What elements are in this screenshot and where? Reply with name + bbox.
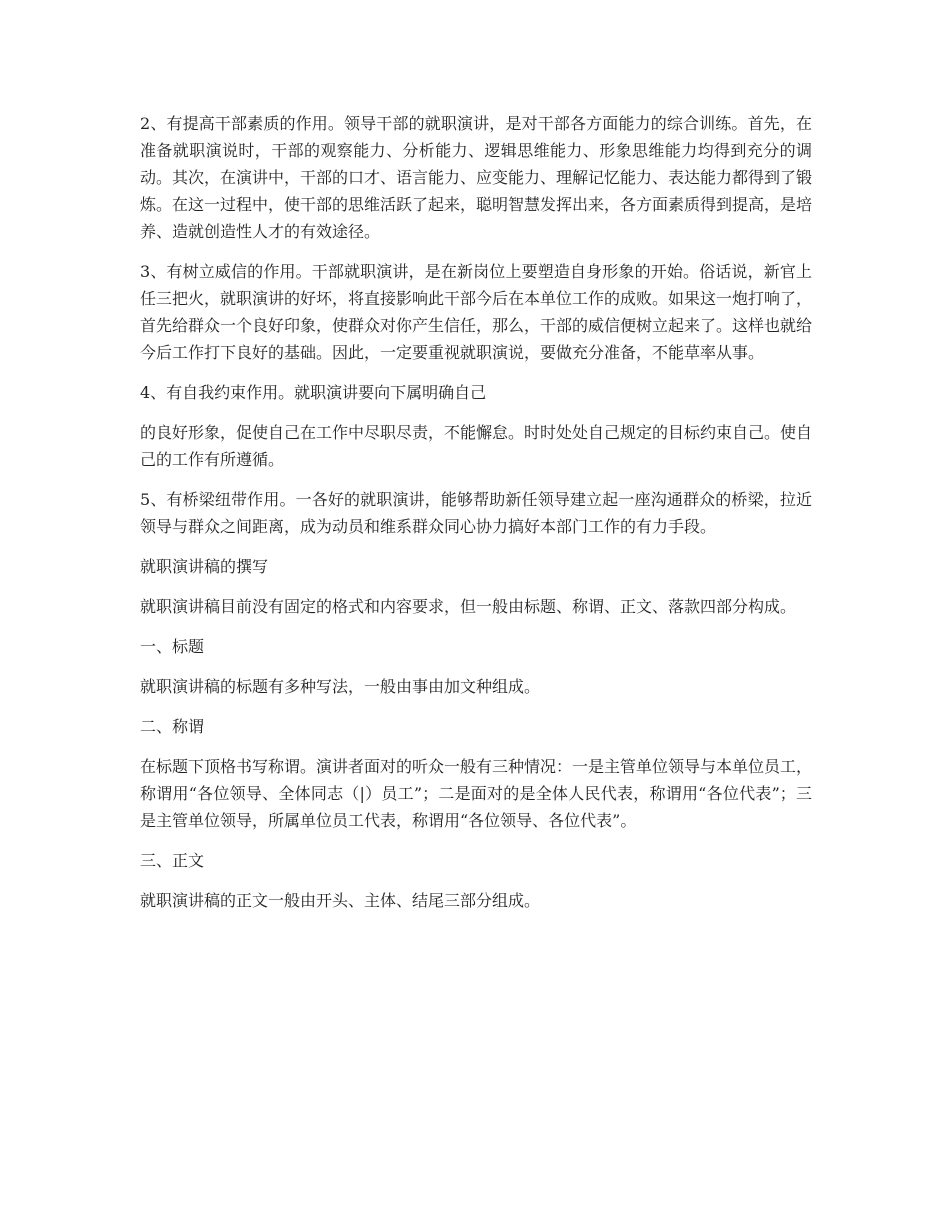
paragraph-role-build-prestige: 3、有树立威信的作用。干部就职演讲，是在新岗位上要塑造自身形象的开始。俗话说，新官上任三把火，就职演讲的好坏，将直接影响此干部今后在本单位工作的成败。如果这一炮打响了，首先给群众一个良好印象，使群众对你产生信任，那么，干部的威信便树立起来了。这样也就给今后工作打下良好的基础。因此，一定要重视就职演说，要做充分准备，不能草率从事。 xyxy=(140,262,813,362)
paragraph-title-description: 就职演讲稿的标题有多种写法，一般由事由加文种组成。 xyxy=(140,677,541,696)
section-heading-writing: 就职演讲稿的撰写 xyxy=(140,557,269,576)
subheading-salutation: 二、称谓 xyxy=(140,717,205,736)
paragraph-salutation-description: 在标题下顶格书写称谓。演讲者面对的听众一般有三种情况：一是主管单位领导与本单位员工，称谓用“各位领导、全体同志（|）员工”；二是面对的是全体人民代表，称谓用“各位代表”；三是主管单位领导，所属单位员工代表，称谓用“各位领导、各位代表”。 xyxy=(140,757,813,830)
subheading-title: 一、标题 xyxy=(140,637,205,656)
paragraph-role-improve-quality: 2、有提高干部素质的作用。领导干部的就职演讲，是对干部各方面能力的综合训练。首先，在准备就职演说时，干部的观察能力、分析能力、逻辑思维能力、形象思维能力均得到充分的调动。其次，在演讲中，干部的口才、语言能力、应变能力、理解记忆能力、表达能力都得到了锻炼。在这一过程中，使干部的思维活跃了起来，聪明智慧发挥出来，各方面素质得到提高，是培养、造就创造性人才的有效途径。 xyxy=(140,114,813,241)
subheading-body: 三、正文 xyxy=(140,851,205,870)
paragraph-role-self-restraint: 4、有自我约束作用。就职演讲要向下属明确自己 xyxy=(140,383,487,402)
document-page xyxy=(140,110,812,927)
paragraph-format-overview: 就职演讲稿目前没有固定的格式和内容要求，但一般由标题、称谓、正文、落款四部分构成。 xyxy=(140,597,797,616)
paragraph-body-description: 就职演讲稿的正文一般由开头、主体、结尾三部分组成。 xyxy=(140,891,541,910)
paragraph-role-self-restraint-continued: 的良好形象，促使自己在工作中尽职尽责，不能懈怠。时时处处自己规定的目标约束自己。使自己的工作有所遵循。 xyxy=(140,423,813,469)
paragraph-role-bridge: 5、有桥梁纽带作用。一各好的就职演讲，能够帮助新任领导建立起一座沟通群众的桥梁，拉近领导与群众之间距离，成为动员和维系群众同心协力搞好本部门工作的有力手段。 xyxy=(140,490,812,536)
